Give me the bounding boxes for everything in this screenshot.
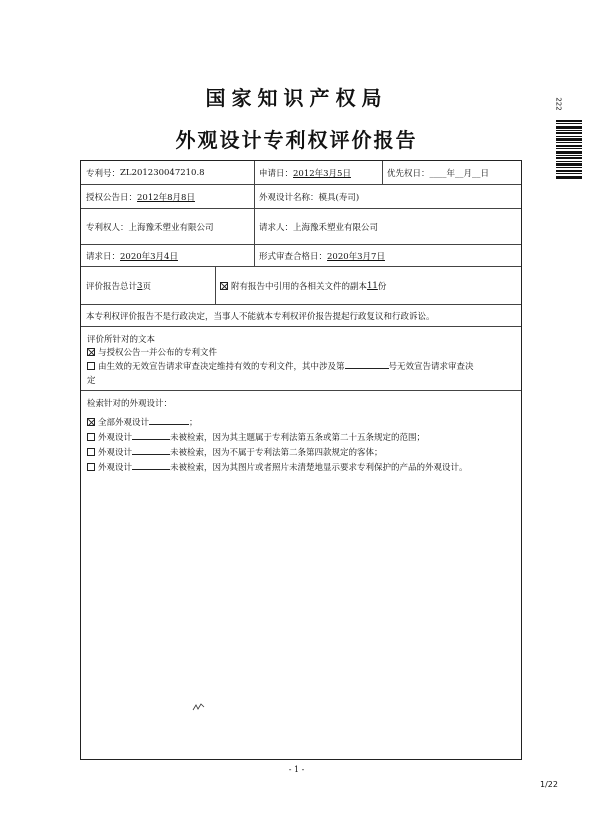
search-option-3-text: 未被检索，因为不属于专利法第二条第四款规定的客体； <box>170 448 383 458</box>
report-pages-value: 3 <box>137 280 143 291</box>
priority-date-label: 优先权日： <box>387 168 430 179</box>
search-option-4-prefix: 外观设计 <box>98 463 133 473</box>
basis-option-2-blank <box>345 360 389 369</box>
basis-title: 评价所针对的文本 <box>87 335 156 345</box>
page-number: - 1 - <box>288 765 305 774</box>
priority-date-cell <box>382 161 522 184</box>
basis-option-2-text-a: 由生效的无效宣告请求审查决定维持有效的专利文件，其中涉及第 <box>98 362 345 372</box>
evaluation-form <box>80 160 522 760</box>
patentee-cell <box>81 209 254 244</box>
report-pages-label: 评价报告总计 <box>86 281 138 292</box>
search-option-1-checkbox[interactable] <box>87 418 95 426</box>
basis-option-1 <box>87 346 217 358</box>
attached-copies-value: 11 <box>367 280 378 291</box>
office-name: 国家知识产权局 <box>205 86 388 110</box>
basis-option-2-checkbox[interactable] <box>87 362 95 370</box>
basis-option-1-text: 与授权公告一并公布的专利文件 <box>98 348 218 358</box>
report-title: 外观设计专利权评价报告 <box>175 128 418 152</box>
application-date-label: 申请日： <box>259 168 294 179</box>
search-option-3 <box>87 446 383 458</box>
barcode-number: 222 <box>554 97 563 111</box>
attached-copies-cell <box>215 267 522 304</box>
row-report-pages <box>81 267 521 305</box>
attached-copies-checkbox[interactable] <box>220 282 228 290</box>
patentee-label: 专利权人： <box>86 222 129 233</box>
report-pages-unit: 页 <box>142 281 151 292</box>
requester-label: 请求人： <box>259 222 294 233</box>
row-notice <box>81 305 521 327</box>
grant-date-cell <box>81 185 254 208</box>
basis-option-1-checkbox[interactable] <box>87 348 95 356</box>
patent-number-cell <box>81 161 254 184</box>
search-option-2 <box>87 431 425 443</box>
search-option-2-text: 未被检索，因为其主题属于专利法第五条或第二十五条规定的范围； <box>170 433 426 443</box>
design-name-label: 外观设计名称： <box>259 192 319 203</box>
search-option-1-end: ； <box>189 418 198 428</box>
search-option-3-blank <box>132 446 170 455</box>
search-title: 检索针对的外观设计： <box>87 399 173 409</box>
search-option-2-blank <box>132 431 170 440</box>
attached-copies-unit: 份 <box>377 281 387 292</box>
search-option-4 <box>87 461 468 473</box>
row-dates <box>81 245 521 267</box>
row-grant-info <box>81 185 521 209</box>
patent-number-label: 专利号： <box>86 168 121 179</box>
search-option-4-blank <box>132 461 170 470</box>
basis-option-2-text-b: 号无效宣告请求审查决 <box>388 362 474 372</box>
priority-date-value: ____年__月__日 <box>429 168 490 179</box>
search-option-3-prefix: 外观设计 <box>98 448 133 458</box>
formal-exam-date-cell <box>254 245 522 266</box>
search-option-4-checkbox[interactable] <box>87 463 95 471</box>
patent-number-value: ZL201230047210.8 <box>120 167 205 178</box>
grant-date-label: 授权公告日： <box>86 192 138 203</box>
report-pages-cell <box>81 267 215 304</box>
requester-cell <box>254 209 522 244</box>
patentee-value: 上海豫禾塑业有限公司 <box>128 222 214 233</box>
attached-copies-text: 附有报告中引用的各相关文件的副本 <box>231 281 368 292</box>
request-date-label: 请求日： <box>86 251 121 262</box>
search-option-4-text: 未被检索，因为其图片或者照片未清楚地显示要求专利保护的产品的外观设计。 <box>170 463 468 473</box>
search-option-1-blank <box>149 416 189 425</box>
design-name-value: 模具(寿司) <box>318 192 360 203</box>
basis-option-2-cont: 定 <box>87 376 96 386</box>
application-date-value: 2012年3月5日 <box>293 168 351 179</box>
search-option-2-checkbox[interactable] <box>87 433 95 441</box>
search-option-1-text: 全部外观设计 <box>98 418 150 428</box>
requester-value: 上海豫禾塑业有限公司 <box>293 222 379 233</box>
formal-exam-date-value: 2020年3月7日 <box>327 251 385 262</box>
search-option-2-prefix: 外观设计 <box>98 433 133 443</box>
notice-text: 本专利权评价报告不是行政决定，当事人不能就本专利权评价报告提起行政复议和行政诉讼。 <box>86 311 435 322</box>
formal-exam-date-label: 形式审查合格日： <box>259 251 328 262</box>
request-date-cell <box>81 245 254 266</box>
application-date-cell <box>254 161 382 184</box>
design-name-cell <box>254 185 522 208</box>
basis-option-2 <box>87 360 474 372</box>
barcode-image <box>556 120 582 180</box>
search-option-3-checkbox[interactable] <box>87 448 95 456</box>
row-evaluation-basis <box>81 327 521 391</box>
page-count: 1/22 <box>540 780 558 789</box>
row-search-scope <box>81 391 521 761</box>
row-patent-info <box>81 161 521 185</box>
request-date-value: 2020年3月4日 <box>120 251 178 262</box>
search-option-1 <box>87 416 198 428</box>
row-parties <box>81 209 521 245</box>
pen-mark <box>192 702 206 712</box>
grant-date-value: 2012年8月8日 <box>137 192 195 203</box>
